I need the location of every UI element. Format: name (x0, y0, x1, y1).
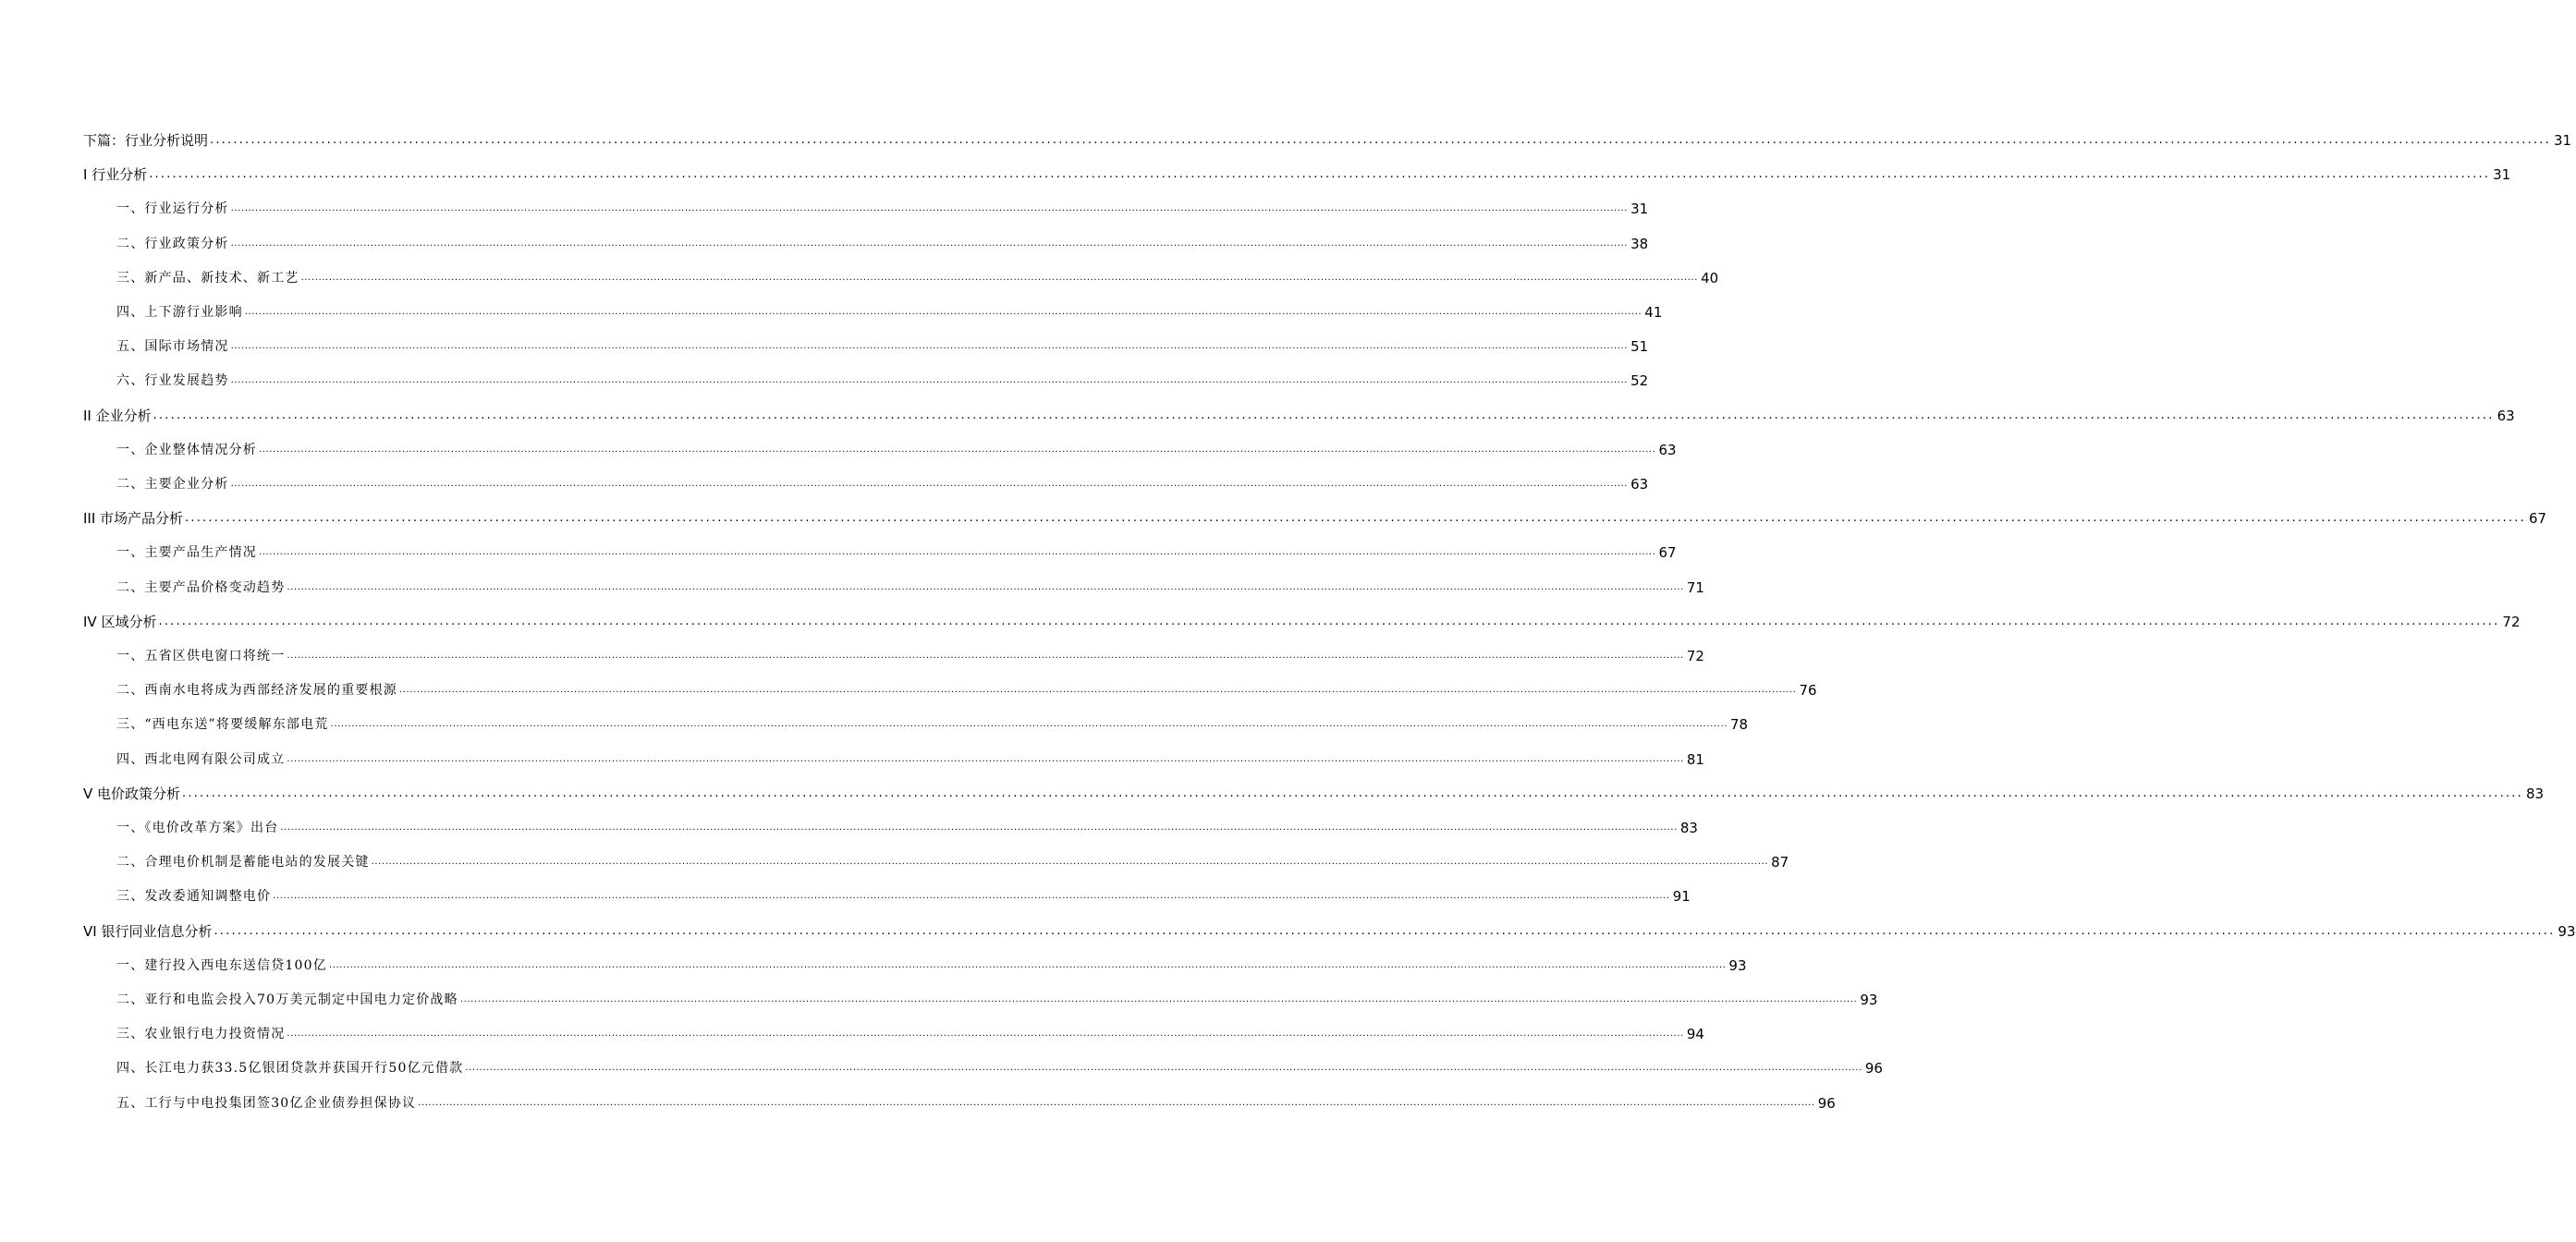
toc-entry[interactable] (116, 989, 1878, 1009)
toc-entry-title: V 电价政策分析 (83, 785, 181, 802)
toc-entry[interactable] (116, 749, 1704, 769)
toc-dot-leader: ................................................................................................................................................................................................................................................................................................................................................................................................................ (210, 133, 2551, 147)
toc-entry-title: 二、西南水电将成为西部经济发展的重要根源 (116, 683, 397, 699)
toc-entry-page-number: 41 (1644, 304, 1663, 321)
toc-entry[interactable] (116, 233, 1649, 253)
toc-entry-page-number: 78 (1730, 716, 1749, 734)
toc-dot-leader: ................................................................................................................................................................................................................................................................................................................................................................................................................ (259, 547, 1656, 558)
toc-entry-title: I 行业分析 (83, 166, 148, 184)
toc-entry-title: 一、《电价改革方案》出台 (116, 821, 279, 835)
toc-dot-leader: ................................................................................................................................................................................................................................................................................................................................................................................................................ (230, 341, 1629, 352)
toc-entry[interactable] (116, 198, 1649, 218)
toc-dot-leader: ................................................................................................................................................................................................................................................................................................................................................................................................................ (330, 719, 1728, 730)
toc-entry-title: 六、行业发展趋势 (116, 373, 229, 389)
toc-dot-leader: ................................................................................................................................................................................................................................................................................................................................................................................................................ (287, 1029, 1684, 1040)
toc-entry-title: 五、国际市场情况 (116, 339, 229, 355)
toc-entry-title: 下篇：行业分析说明 (83, 132, 209, 149)
toc-dot-leader: ................................................................................................................................................................................................................................................................................................................................................................................................................ (287, 753, 1684, 764)
toc-entry-page-number: 52 (1630, 372, 1649, 390)
toc-dot-leader: ................................................................................................................................................................................................................................................................................................................................................................................................................ (399, 685, 1797, 696)
toc-entry-title: 二、主要企业分析 (116, 477, 229, 492)
toc-dot-leader: ................................................................................................................................................................................................................................................................................................................................................................................................................ (158, 614, 2500, 628)
toc-entry[interactable] (116, 542, 1677, 562)
toc-entry-page-number: 71 (1686, 578, 1704, 596)
toc-entry-page-number: 72 (1686, 648, 1704, 664)
toc-entry[interactable] (116, 713, 1749, 734)
toc-dot-leader: ................................................................................................................................................................................................................................................................................................................................................................................................................ (185, 511, 2526, 526)
toc-entry-page-number: 93 (2558, 922, 2576, 940)
toc-entry[interactable] (116, 955, 1747, 975)
toc-entry-title: 二、主要产品价格变动趋势 (116, 579, 286, 595)
toc-entry-page-number: 51 (1630, 338, 1649, 356)
toc-dot-leader: ................................................................................................................................................................................................................................................................................................................................................................................................................ (459, 994, 1858, 1005)
toc-dot-leader: ................................................................................................................................................................................................................................................................................................................................................................................................................ (214, 923, 2556, 938)
toc-dot-leader: ................................................................................................................................................................................................................................................................................................................................................................................................................ (287, 581, 1684, 592)
toc-entry-title: 四、上下游行业影响 (116, 305, 243, 320)
toc-dot-leader: ................................................................................................................................................................................................................................................................................................................................................................................................................ (259, 444, 1656, 455)
toc-entry[interactable] (83, 783, 2545, 803)
toc-dot-leader: ................................................................................................................................................................................................................................................................................................................................................................................................................ (230, 203, 1629, 214)
toc-entry[interactable] (116, 1057, 1883, 1078)
toc-entry[interactable] (83, 507, 2547, 528)
toc-entry-page-number: 93 (1728, 956, 1747, 974)
toc-dot-leader: ................................................................................................................................................................................................................................................................................................................................................................................................................ (328, 959, 1727, 970)
toc-entry-page-number: 91 (1672, 888, 1691, 906)
toc-entry-title: II 企业分析 (83, 407, 152, 424)
toc-dot-leader: ................................................................................................................................................................................................................................................................................................................................................................................................................ (273, 891, 1670, 902)
toc-entry-title: 三、“西电东送”将要缓解东部电荒 (116, 717, 329, 733)
toc-dot-leader: ................................................................................................................................................................................................................................................................................................................................................................................................................ (230, 375, 1629, 386)
toc-entry[interactable] (116, 885, 1691, 906)
toc-entry[interactable] (116, 439, 1677, 459)
toc-entry[interactable] (116, 473, 1649, 493)
toc-entry-title: IV 区域分析 (83, 613, 157, 630)
toc-entry[interactable] (116, 679, 1817, 700)
toc-entry[interactable] (116, 851, 1789, 871)
toc-entry-page-number: 63 (2497, 407, 2515, 424)
toc-entry[interactable] (116, 301, 1663, 322)
toc-entry-title: VI 银行同业信息分析 (83, 922, 213, 940)
toc-dot-leader: ................................................................................................................................................................................................................................................................................................................................................................................................................ (465, 1063, 1862, 1074)
toc-entry-title: 五、工行与中电投集团签30亿企业债券担保协议 (116, 1095, 417, 1111)
toc-entry-title: 三、发改委通知调整电价 (116, 889, 272, 905)
toc-dot-leader: ................................................................................................................................................................................................................................................................................................................................................................................................................ (300, 272, 1699, 283)
toc-entry-title: 二、亚行和电监会投入70万美元制定中国电力定价战略 (116, 992, 458, 1007)
toc-entry-page-number: 87 (1771, 854, 1789, 871)
toc-entry-page-number: 94 (1686, 1026, 1704, 1043)
toc-entry[interactable] (116, 1092, 1836, 1113)
toc-entry-page-number: 93 (1860, 992, 1878, 1008)
toc-entry-page-number: 81 (1686, 750, 1704, 768)
toc-entry[interactable] (83, 611, 2521, 631)
toc-entry-page-number: 63 (1658, 441, 1677, 458)
toc-entry-title: 一、主要产品生产情况 (116, 545, 257, 561)
toc-entry[interactable] (116, 817, 1698, 837)
toc-entry-page-number: 40 (1701, 269, 1719, 286)
toc-entry[interactable] (116, 335, 1649, 356)
toc-entry-page-number: 31 (2553, 132, 2572, 149)
toc-entry-title: 四、长江电力获33.5亿银团贷款并获国开行50亿元借款 (116, 1061, 464, 1077)
toc-dot-leader: ................................................................................................................................................................................................................................................................................................................................................................................................................ (182, 785, 2523, 800)
toc-dot-leader: ................................................................................................................................................................................................................................................................................................................................................................................................................ (230, 237, 1629, 249)
toc-entry-title: 二、行业政策分析 (116, 236, 229, 251)
toc-entry-title: 一、企业整体情况分析 (116, 442, 257, 457)
toc-entry-title: 二、合理电价机制是蓄能电站的发展关键 (116, 855, 370, 871)
toc-entry[interactable] (116, 645, 1704, 665)
toc-entry[interactable] (83, 129, 2572, 150)
toc-entry-page-number: 31 (1630, 201, 1649, 218)
toc-entry[interactable] (116, 577, 1704, 597)
toc-entry-page-number: 31 (2493, 166, 2511, 184)
toc-entry[interactable] (116, 370, 1649, 390)
toc-dot-leader: ................................................................................................................................................................................................................................................................................................................................................................................................................ (149, 167, 2491, 182)
toc-entry-page-number: 67 (2528, 510, 2547, 528)
toc-entry-page-number: 72 (2502, 613, 2521, 630)
toc-entry-page-number: 67 (1658, 544, 1677, 562)
toc-entry[interactable] (116, 267, 1719, 287)
toc-dot-leader: ................................................................................................................................................................................................................................................................................................................................................................................................................ (244, 307, 1642, 317)
toc-entry-title: III 市场产品分析 (83, 510, 184, 528)
toc-dot-leader: ................................................................................................................................................................................................................................................................................................................................................................................................................ (280, 822, 1678, 833)
toc-entry-title: 一、建行投入西电东送信贷100亿 (116, 957, 327, 973)
toc-entry-title: 一、行业运行分析 (116, 201, 229, 217)
toc-entry-page-number: 63 (1630, 476, 1649, 493)
toc-dot-leader: ................................................................................................................................................................................................................................................................................................................................................................................................................ (418, 1097, 1815, 1108)
toc-entry-title: 三、农业银行电力投资情况 (116, 1027, 286, 1042)
toc-entry-page-number: 83 (2525, 785, 2545, 802)
toc-dot-leader: ................................................................................................................................................................................................................................................................................................................................................................................................................ (371, 857, 1769, 868)
toc-entry[interactable] (83, 920, 2576, 941)
toc-entry-title: 一、五省区供电窗口将统一 (116, 649, 286, 664)
toc-entry[interactable] (116, 1023, 1704, 1043)
toc-entry-title: 三、新产品、新技术、新工艺 (116, 270, 299, 286)
toc-entry-page-number: 83 (1679, 820, 1698, 836)
toc-entry-page-number: 76 (1799, 682, 1817, 700)
toc-entry-page-number: 38 (1630, 235, 1649, 252)
toc-dot-leader: ................................................................................................................................................................................................................................................................................................................................................................................................................ (287, 651, 1684, 661)
toc-dot-leader: ................................................................................................................................................................................................................................................................................................................................................................................................................ (153, 408, 2495, 422)
toc-dot-leader: ................................................................................................................................................................................................................................................................................................................................................................................................................ (230, 479, 1629, 489)
toc-entry-title: 四、西北电网有限公司成立 (116, 751, 286, 767)
toc-entry[interactable] (83, 164, 2511, 184)
toc-entry[interactable] (83, 405, 2515, 425)
toc-entry-page-number: 96 (1817, 1094, 1836, 1112)
toc-entry-page-number: 96 (1864, 1060, 1883, 1078)
